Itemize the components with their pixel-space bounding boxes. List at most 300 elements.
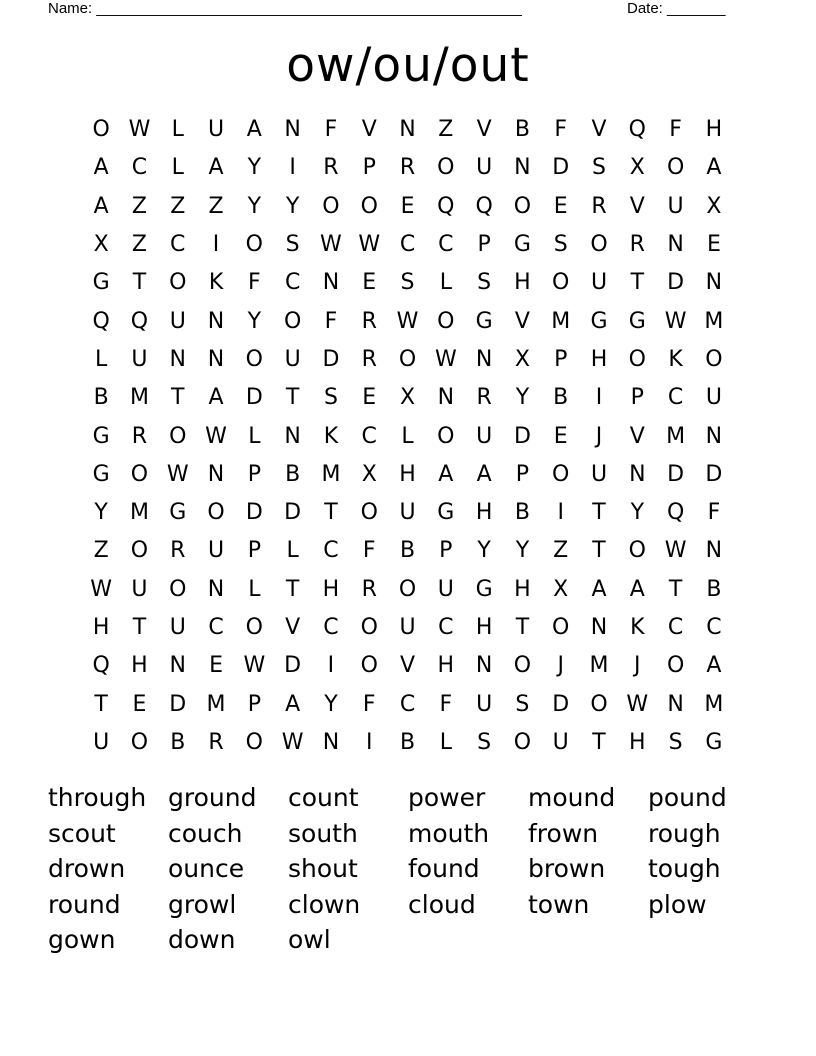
grid-letter[interactable]: D (513, 423, 531, 449)
grid-letter[interactable]: L (248, 423, 261, 449)
grid-letter[interactable]: H (475, 500, 493, 526)
grid-letter[interactable]: C (438, 232, 454, 258)
grid-letter[interactable]: P (362, 155, 376, 181)
grid-letter[interactable]: R (170, 538, 186, 564)
grid-letter[interactable]: U (93, 729, 110, 755)
grid-letter[interactable]: C (323, 538, 339, 564)
grid-letter[interactable]: V (399, 653, 416, 679)
grid-letter[interactable]: T (171, 385, 185, 411)
grid-letter[interactable]: P (247, 538, 261, 564)
grid-letter[interactable]: P (554, 346, 568, 372)
grid-letter[interactable]: Q (628, 117, 646, 143)
grid-letter[interactable]: P (247, 461, 261, 487)
grid-letter[interactable]: N (705, 538, 723, 564)
word-list-item: found (408, 854, 480, 883)
grid-letter[interactable]: V (629, 193, 645, 219)
grid-letter[interactable]: O (437, 423, 455, 449)
grid-letter[interactable]: T (132, 615, 147, 640)
grid-letter[interactable]: O (590, 232, 608, 258)
grid-letter[interactable]: G (92, 423, 110, 449)
grid-letter[interactable]: W (281, 729, 304, 755)
grid-letter[interactable]: U (476, 691, 493, 717)
grid-letter[interactable]: M (206, 691, 226, 717)
grid-letter[interactable]: X (399, 385, 416, 411)
grid-letter[interactable]: F (669, 117, 682, 143)
grid-letter[interactable]: H (705, 117, 723, 143)
grid-letter[interactable]: U (169, 308, 186, 334)
grid-letter[interactable]: M (704, 691, 724, 717)
grid-letter[interactable]: N (667, 691, 684, 717)
grid-letter[interactable]: O (513, 193, 532, 219)
grid-letter[interactable]: S (515, 691, 530, 717)
grid-letter[interactable]: X (361, 461, 377, 487)
grid-letter[interactable]: Q (666, 500, 685, 526)
grid-letter[interactable]: O (398, 576, 417, 602)
grid-letter[interactable]: U (399, 615, 416, 640)
grid-letter[interactable]: N (284, 117, 301, 143)
grid-letter[interactable]: O (130, 729, 149, 755)
grid-letter[interactable]: Y (94, 500, 108, 526)
grid-letter[interactable]: S (592, 155, 606, 181)
grid-letter[interactable]: T (132, 270, 147, 296)
grid-letter[interactable]: X (93, 232, 109, 258)
grid-letter[interactable]: O (552, 270, 570, 296)
grid-letter[interactable]: F (324, 117, 338, 143)
grid-letter[interactable]: N (705, 270, 723, 296)
grid-letter[interactable]: M (704, 308, 724, 334)
grid-letter[interactable]: R (323, 155, 339, 181)
grid-letter[interactable]: S (477, 729, 492, 755)
grid-letter[interactable]: N (399, 117, 416, 143)
grid-letter[interactable]: N (437, 385, 455, 411)
grid-letter[interactable]: A (591, 576, 607, 602)
grid-letter[interactable]: C (667, 385, 684, 411)
grid-letter[interactable]: W (626, 691, 649, 717)
grid-letter[interactable]: T (630, 270, 645, 296)
grid-letter[interactable]: U (131, 346, 148, 372)
grid-letter[interactable]: A (706, 653, 722, 679)
grid-letter[interactable]: T (668, 576, 683, 602)
grid-letter[interactable]: D (552, 691, 570, 717)
grid-letter[interactable]: U (667, 193, 684, 219)
grid-letter[interactable]: H (514, 576, 531, 602)
grid-letter[interactable]: H (92, 615, 110, 640)
grid-letter[interactable]: F (362, 538, 376, 564)
grid-letter[interactable]: G (92, 270, 110, 296)
grid-letter[interactable]: D (245, 385, 263, 411)
grid-letter[interactable]: D (284, 653, 302, 679)
grid-letter[interactable]: U (552, 729, 569, 755)
grid-letter[interactable]: L (401, 423, 414, 449)
grid-letter[interactable]: Y (247, 193, 262, 219)
grid-letter[interactable]: M (129, 500, 149, 526)
grid-letter[interactable]: W (664, 308, 687, 334)
grid-letter[interactable]: B (399, 729, 416, 755)
grid-letter[interactable]: N (207, 461, 225, 487)
grid-letter[interactable]: P (247, 691, 261, 717)
grid-letter[interactable]: O (628, 538, 646, 564)
grid-letter[interactable]: Z (553, 538, 569, 564)
grid-letter[interactable]: V (476, 117, 492, 143)
grid-letter[interactable]: Z (93, 538, 109, 564)
grid-letter[interactable]: C (399, 232, 416, 258)
grid-letter[interactable]: R (131, 423, 148, 449)
grid-letter[interactable]: C (131, 155, 148, 181)
grid-letter[interactable]: M (551, 308, 571, 334)
grid-letter[interactable]: W (90, 576, 113, 602)
grid-letter[interactable]: W (243, 653, 266, 679)
grid-letter[interactable]: N (169, 346, 186, 372)
grid-letter[interactable]: H (629, 729, 646, 755)
grid-letter[interactable]: W (434, 346, 457, 372)
grid-letter[interactable]: R (399, 155, 416, 181)
grid-letter[interactable]: O (552, 461, 570, 487)
grid-letter[interactable]: M (666, 423, 686, 449)
grid-letter[interactable]: I (212, 232, 220, 258)
grid-letter[interactable]: P (630, 385, 644, 411)
grid-letter[interactable]: G (628, 308, 646, 334)
grid-letter[interactable]: U (169, 615, 186, 640)
grid-letter[interactable]: N (322, 729, 340, 755)
grid-letter[interactable]: D (667, 270, 685, 296)
grid-letter[interactable]: V (629, 423, 645, 449)
grid-letter[interactable]: Y (285, 193, 300, 219)
grid-letter[interactable]: B (170, 729, 186, 755)
grid-letter[interactable]: C (323, 615, 339, 640)
grid-letter[interactable]: B (553, 385, 569, 411)
grid-letter[interactable]: M (321, 461, 341, 487)
grid-letter[interactable]: A (438, 461, 454, 487)
grid-letter[interactable]: G (92, 461, 110, 487)
grid-letter[interactable]: N (207, 308, 225, 334)
grid-letter[interactable]: N (475, 653, 493, 679)
grid-letter[interactable]: C (399, 691, 416, 717)
grid-letter[interactable]: Z (170, 193, 186, 219)
word-list-item: rough (648, 818, 721, 848)
grid-letter[interactable]: O (322, 193, 340, 219)
grid-letter[interactable]: C (208, 615, 224, 640)
grid-letter[interactable]: Y (324, 691, 338, 717)
grid-letter[interactable]: K (323, 423, 339, 449)
grid-letter[interactable]: F (248, 270, 261, 296)
grid-letter[interactable]: Z (208, 193, 224, 219)
grid-letter[interactable]: H (322, 576, 340, 602)
grid-letter[interactable]: R (591, 193, 607, 219)
grid-letter[interactable]: O (398, 346, 417, 372)
grid-letter[interactable]: Z (131, 232, 147, 258)
grid-letter[interactable]: G (437, 500, 455, 526)
grid-letter[interactable]: D (552, 155, 570, 181)
grid-letter[interactable]: Y (630, 500, 645, 526)
word-list-item: couch (168, 818, 243, 848)
grid-letter[interactable]: M (589, 653, 609, 679)
grid-letter[interactable]: E (706, 232, 721, 258)
grid-letter[interactable]: O (92, 117, 110, 143)
grid-letter[interactable]: R (361, 308, 377, 334)
grid-letter[interactable]: A (93, 193, 109, 219)
grid-letter[interactable]: L (286, 538, 299, 564)
grid-letter[interactable]: K (208, 270, 224, 296)
grid-letter[interactable]: Q (437, 193, 455, 219)
grid-letter[interactable]: Y (247, 155, 262, 181)
grid-letter[interactable]: P (515, 461, 530, 487)
grid-letter[interactable]: A (285, 691, 301, 717)
grid-letter[interactable]: D (284, 500, 302, 526)
grid-letter[interactable]: T (515, 615, 530, 640)
grid-letter[interactable]: S (477, 270, 492, 296)
grid-letter[interactable]: P (439, 538, 453, 564)
grid-letter[interactable]: E (209, 653, 223, 679)
grid-letter[interactable]: T (94, 691, 108, 717)
grid-letter[interactable]: C (170, 232, 186, 258)
grid-letter[interactable]: J (595, 423, 603, 449)
grid-letter[interactable]: B (514, 117, 530, 143)
grid-letter[interactable]: F (362, 691, 376, 717)
grid-letter[interactable]: S (285, 232, 300, 258)
grid-letter[interactable]: O (705, 346, 723, 372)
grid-letter[interactable]: N (705, 423, 723, 449)
grid-letter[interactable]: Q (130, 308, 149, 334)
grid-letter[interactable]: X (629, 155, 645, 181)
grid-letter[interactable]: O (666, 155, 685, 181)
grid-letter[interactable]: O (245, 615, 263, 640)
grid-letter[interactable]: S (323, 385, 338, 411)
grid-letter[interactable]: O (130, 461, 149, 487)
grid-letter[interactable]: X (514, 346, 530, 372)
grid-letter[interactable]: Q (475, 193, 493, 219)
grid-letter[interactable]: R (476, 385, 492, 411)
grid-letter[interactable]: G (169, 500, 187, 526)
grid-letter[interactable]: O (513, 653, 532, 679)
grid-letter[interactable]: G (705, 729, 723, 755)
grid-letter[interactable]: O (245, 729, 263, 755)
grid-letter[interactable]: F (324, 308, 338, 334)
grid-letter[interactable]: B (285, 461, 301, 487)
grid-letter[interactable]: K (630, 615, 645, 640)
grid-letter[interactable]: A (706, 155, 722, 181)
grid-letter[interactable]: F (439, 691, 453, 717)
grid-letter[interactable]: A (208, 385, 224, 411)
grid-letter[interactable]: B (706, 576, 722, 602)
grid-letter[interactable]: R (361, 346, 377, 372)
grid-letter[interactable]: N (629, 461, 646, 487)
grid-letter[interactable]: L (439, 729, 452, 755)
grid-letter[interactable]: G (590, 308, 608, 334)
grid-letter[interactable]: H (437, 653, 455, 679)
grid-letter[interactable]: R (361, 576, 377, 602)
grid-letter[interactable]: S (553, 232, 568, 258)
grid-letter[interactable]: U (284, 346, 301, 372)
grid-letter[interactable]: X (553, 576, 569, 602)
page-title: ow/ou/out (286, 38, 530, 93)
grid-letter[interactable]: O (169, 423, 187, 449)
grid-letter[interactable]: O (437, 308, 455, 334)
grid-letter[interactable]: F (554, 117, 568, 143)
grid-letter[interactable]: W (205, 423, 227, 449)
grid-letter[interactable]: Z (438, 117, 454, 143)
grid-letter[interactable]: B (399, 538, 416, 564)
grid-letter[interactable]: N (667, 232, 684, 258)
grid-letter[interactable]: A (208, 155, 224, 181)
grid-letter[interactable]: Z (131, 193, 147, 219)
grid-letter[interactable]: G (475, 576, 493, 602)
grid-letter[interactable]: R (208, 729, 224, 755)
grid-letter[interactable]: A (476, 461, 492, 487)
grid-letter[interactable]: E (553, 423, 568, 449)
grid-letter[interactable]: C (284, 270, 301, 296)
grid-letter[interactable]: Y (515, 538, 530, 564)
grid-letter[interactable]: D (705, 461, 723, 487)
grid-letter[interactable]: N (590, 615, 608, 640)
grid-letter[interactable]: E (362, 385, 377, 411)
grid-letter[interactable]: H (475, 615, 493, 640)
grid-letter[interactable]: N (514, 155, 531, 181)
grid-letter[interactable]: V (361, 117, 377, 143)
grid-letter[interactable]: O (360, 500, 378, 526)
word-list-item: clown (288, 889, 361, 919)
grid-letter[interactable]: O (437, 155, 455, 181)
grid-letter[interactable]: V (591, 117, 607, 143)
grid-letter[interactable]: U (207, 538, 225, 564)
grid-letter[interactable]: N (475, 346, 493, 372)
grid-letter[interactable]: U (705, 385, 722, 411)
grid-letter[interactable]: C (667, 615, 684, 640)
grid-letter[interactable]: O (666, 653, 685, 679)
grid-letter[interactable]: I (595, 385, 603, 411)
grid-letter[interactable]: C (361, 423, 377, 449)
grid-letter[interactable]: O (169, 576, 187, 602)
grid-letter[interactable]: W (396, 308, 419, 334)
grid-letter[interactable]: S (400, 270, 415, 296)
grid-letter[interactable]: L (439, 270, 452, 296)
grid-letter[interactable]: L (248, 576, 261, 602)
grid-letter[interactable]: D (667, 461, 685, 487)
grid-letter[interactable]: O (207, 500, 225, 526)
grid-letter[interactable]: D (245, 500, 263, 526)
grid-letter[interactable]: G (513, 232, 531, 258)
grid-letter[interactable]: T (324, 500, 338, 526)
grid-letter[interactable]: W (166, 461, 189, 487)
grid-letter[interactable]: U (476, 155, 493, 181)
grid-letter[interactable]: Y (477, 538, 491, 564)
grid-letter[interactable]: N (207, 346, 225, 372)
grid-letter[interactable]: Q (92, 308, 110, 334)
grid-letter[interactable]: H (131, 653, 148, 679)
grid-letter[interactable]: O (360, 615, 378, 640)
grid-letter[interactable]: U (476, 423, 493, 449)
grid-letter[interactable]: T (285, 385, 300, 411)
grid-letter[interactable]: H (514, 270, 531, 296)
grid-letter[interactable]: L (171, 155, 184, 181)
grid-letter[interactable]: U (207, 117, 225, 143)
grid-letter[interactable]: K (668, 346, 683, 372)
grid-letter[interactable]: C (438, 615, 454, 640)
grid-letter[interactable]: O (552, 615, 570, 640)
grid-letter[interactable]: O (130, 538, 149, 564)
grid-letter[interactable]: N (322, 270, 340, 296)
grid-letter[interactable]: O (245, 232, 263, 258)
grid-letter[interactable]: E (553, 193, 568, 219)
grid-letter[interactable]: A (629, 576, 645, 602)
word-list-item: pound (648, 783, 727, 812)
grid-letter[interactable]: A (246, 117, 262, 143)
word-list-item: brown (528, 854, 606, 883)
grid-letter[interactable]: P (477, 232, 491, 258)
grid-letter[interactable]: J (634, 653, 641, 679)
grid-letter[interactable]: U (131, 576, 148, 602)
grid-letter[interactable]: W (358, 232, 381, 258)
grid-letter[interactable]: V (285, 615, 301, 640)
grid-letter[interactable]: D (322, 346, 340, 372)
grid-letter[interactable]: O (283, 308, 302, 334)
name-field[interactable]: Name: ___________________________________________________ (48, 0, 522, 17)
grid-letter[interactable]: T (285, 576, 300, 602)
grid-letter[interactable]: S (668, 729, 683, 755)
word-list (48, 780, 768, 958)
grid-letter[interactable]: V (514, 308, 530, 334)
grid-letter[interactable]: B (93, 385, 109, 411)
grid-letter[interactable]: U (590, 270, 608, 296)
grid-letter[interactable]: I (557, 500, 564, 526)
grid-letter[interactable]: U (590, 461, 608, 487)
grid-letter[interactable]: E (132, 691, 147, 717)
grid-letter[interactable]: O (628, 346, 646, 372)
grid-letter[interactable]: I (289, 155, 296, 181)
grid-letter[interactable]: O (590, 691, 608, 717)
grid-letter[interactable]: Y (247, 308, 262, 334)
grid-row (82, 188, 734, 226)
grid-letter[interactable]: O (360, 193, 378, 219)
grid-letter[interactable]: E (400, 193, 415, 219)
grid-letter[interactable]: O (245, 346, 263, 372)
grid-letter[interactable]: G (475, 308, 493, 334)
grid-letter[interactable]: M (129, 385, 149, 411)
grid-letter[interactable]: Y (515, 385, 530, 411)
grid-letter[interactable]: T (592, 729, 606, 755)
grid-letter[interactable]: N (169, 653, 186, 679)
grid-letter[interactable]: J (557, 653, 564, 679)
grid-letter[interactable]: B (514, 500, 530, 526)
grid-letter[interactable]: L (171, 117, 184, 143)
grid-letter[interactable]: O (169, 270, 187, 296)
grid-letter[interactable]: N (284, 423, 301, 449)
date-field[interactable]: Date: _______ (627, 0, 726, 17)
grid-letter[interactable]: U (437, 576, 454, 602)
grid-letter[interactable]: W (320, 232, 342, 258)
grid-letter[interactable]: L (95, 346, 108, 372)
grid-letter[interactable]: T (592, 500, 606, 526)
grid-letter[interactable]: Q (92, 653, 110, 679)
grid-letter[interactable]: F (707, 500, 721, 526)
grid-letter[interactable]: R (629, 232, 645, 258)
grid-letter[interactable]: D (169, 691, 187, 717)
grid-letter[interactable]: A (93, 155, 109, 181)
grid-letter[interactable]: N (207, 576, 225, 602)
grid-letter[interactable]: U (399, 500, 416, 526)
grid-letter[interactable]: X (706, 193, 722, 219)
grid-letter[interactable]: E (362, 270, 377, 296)
grid-letter[interactable]: T (592, 538, 606, 564)
grid-letter[interactable]: H (399, 461, 416, 487)
grid-letter[interactable]: O (513, 729, 532, 755)
grid-letter[interactable]: W (128, 117, 151, 143)
grid-letter[interactable]: H (590, 346, 608, 372)
grid-letter[interactable]: I (327, 653, 335, 679)
grid-letter[interactable]: C (706, 615, 722, 640)
grid-letter[interactable]: O (360, 653, 378, 679)
grid-letter[interactable]: W (664, 538, 687, 564)
grid-letter[interactable]: I (365, 729, 373, 755)
